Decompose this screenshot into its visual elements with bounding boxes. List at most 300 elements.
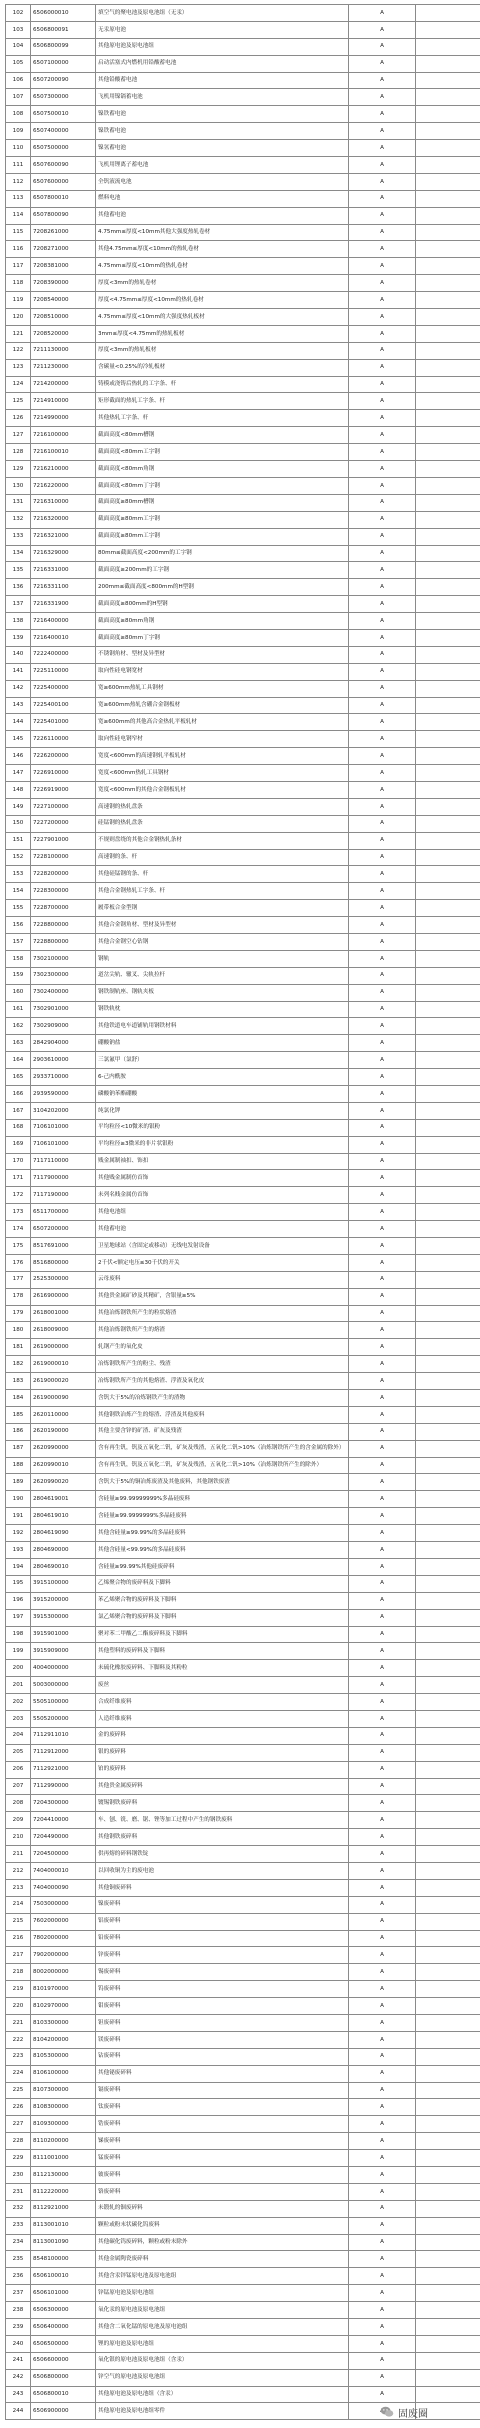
row-code: 2619000010 (31, 1356, 96, 1373)
row-note (416, 2031, 480, 2048)
table-row (6, 2133, 480, 2150)
row-note (416, 781, 480, 798)
row-note (416, 1778, 480, 1795)
row-name: 含钒大于5%的铜冶炼废渣及其他废料，其他钢铁废渣 (96, 1474, 349, 1491)
table-row (6, 933, 480, 950)
row-name: 其他合金钢角材、型材及异型材 (96, 917, 349, 934)
row-name: 磷酸钠苯酯硼酸 (96, 1086, 349, 1103)
row-number: 236 (6, 2268, 31, 2285)
row-number: 187 (6, 1440, 31, 1457)
row-code: 2619000000 (31, 1339, 96, 1356)
row-category: A (349, 2183, 416, 2200)
row-note (416, 1440, 480, 1457)
table-row (6, 1829, 480, 1846)
row-name: 取向性硅电钢窄材 (96, 731, 349, 748)
row-name: 飞机用锂离子蓄电池 (96, 157, 349, 174)
table-row (6, 562, 480, 579)
row-category: A (349, 528, 416, 545)
row-code: 7404000090 (31, 1879, 96, 1896)
row-note (416, 2369, 480, 2386)
row-code: 8112220000 (31, 2183, 96, 2200)
row-name: 其他含汞锌锰原电池及原电池组 (96, 2268, 349, 2285)
row-number: 113 (6, 190, 31, 207)
row-number: 234 (6, 2234, 31, 2251)
row-code: 5003000000 (31, 1677, 96, 1694)
row-category: A (349, 1727, 416, 1744)
row-category: A (349, 950, 416, 967)
row-name: 其他原电池及原电池组 (96, 38, 349, 55)
row-code: 7112912000 (31, 1744, 96, 1761)
row-code: 3915909000 (31, 1643, 96, 1660)
table-row (6, 1204, 480, 1221)
row-code: 7227901000 (31, 832, 96, 849)
row-name: 未列名贱金属仿首饰 (96, 1187, 349, 1204)
row-number: 183 (6, 1373, 31, 1390)
catalog-table (5, 4, 480, 2420)
row-note (416, 748, 480, 765)
row-name: 氧化汞的原电池及原电池组 (96, 2302, 349, 2319)
row-category: A (349, 1457, 416, 1474)
row-category: A (349, 2150, 416, 2167)
row-code: 7214910000 (31, 393, 96, 410)
row-name: 厚度<3mm的热轧卷材 (96, 275, 349, 292)
row-note (416, 1052, 480, 1069)
row-category: A (349, 596, 416, 613)
table-row (6, 2150, 480, 2167)
row-category: A (349, 477, 416, 494)
row-name: 6-己内酰胺 (96, 1069, 349, 1086)
row-note (416, 1998, 480, 2015)
table-row (6, 1862, 480, 1879)
row-code: 7216321000 (31, 528, 96, 545)
row-number: 137 (6, 596, 31, 613)
row-code: 7204410000 (31, 1812, 96, 1829)
row-name: 镁废碎料 (96, 2031, 349, 2048)
row-note (416, 832, 480, 849)
row-number: 114 (6, 207, 31, 224)
row-code: 8112921000 (31, 2200, 96, 2217)
row-category: A (349, 2234, 416, 2251)
table-row (6, 663, 480, 680)
row-note (416, 1170, 480, 1187)
row-name: 平均粒径≥3微米的非片状银粉 (96, 1136, 349, 1153)
table-row (6, 1356, 480, 1373)
row-category: A (349, 2369, 416, 2386)
row-number: 109 (6, 123, 31, 140)
table-row (6, 376, 480, 393)
row-category: A (349, 2065, 416, 2082)
row-code: 2620110000 (31, 1406, 96, 1423)
row-note (416, 106, 480, 123)
row-category: A (349, 89, 416, 106)
row-name: 截面高度≥80mm工字钢 (96, 528, 349, 545)
row-name: 人造纤维废料 (96, 1710, 349, 1727)
row-note (416, 815, 480, 832)
row-note (416, 123, 480, 140)
row-code: 7225401000 (31, 714, 96, 731)
table-row (6, 1981, 480, 1998)
row-name: 金的废碎料 (96, 1727, 349, 1744)
watermark (380, 2402, 476, 2422)
row-code: 2939590000 (31, 1086, 96, 1103)
row-number: 142 (6, 680, 31, 697)
row-code: 6506800099 (31, 38, 96, 55)
row-number: 102 (6, 5, 31, 22)
row-category: A (349, 1694, 416, 1711)
row-code: 7302300000 (31, 967, 96, 984)
row-note (416, 528, 480, 545)
row-name: 截面高度≥80mm工字钢 (96, 511, 349, 528)
row-name: 其他4.75mm≤厚度<10mm的热轧卷材 (96, 241, 349, 258)
table-row (6, 342, 480, 359)
row-code: 2620990000 (31, 1440, 96, 1457)
row-category: A (349, 1508, 416, 1525)
row-name: 其他原电池及原电池组零件 (96, 2403, 349, 2420)
row-name: 飞机用镍镉蓄电池 (96, 89, 349, 106)
row-code: 6507200000 (31, 1221, 96, 1238)
row-name: 燃料电池 (96, 190, 349, 207)
row-code: 7204300000 (31, 1795, 96, 1812)
row-name: 截面高度<80mm丁字钢 (96, 477, 349, 494)
row-note (416, 2386, 480, 2403)
table-row (6, 477, 480, 494)
table-row (6, 2319, 480, 2336)
row-number: 168 (6, 1119, 31, 1136)
row-category: A (349, 1913, 416, 1930)
row-note (416, 1035, 480, 1052)
row-number: 231 (6, 2183, 31, 2200)
row-note (416, 2200, 480, 2217)
row-code: 8517691000 (31, 1238, 96, 1255)
row-code: 2620190000 (31, 1423, 96, 1440)
row-number: 185 (6, 1406, 31, 1423)
row-category: A (349, 1491, 416, 1508)
row-name: 高速钢的条、杆 (96, 849, 349, 866)
row-code: 7214990000 (31, 410, 96, 427)
row-category: A (349, 1744, 416, 1761)
row-number: 160 (6, 984, 31, 1001)
table-row (6, 798, 480, 815)
row-number: 230 (6, 2167, 31, 2184)
row-name: 合成纤维废料 (96, 1694, 349, 1711)
table-row (6, 55, 480, 72)
row-category: A (349, 2167, 416, 2184)
row-number: 192 (6, 1525, 31, 1542)
row-code: 7225400000 (31, 680, 96, 697)
row-category: A (349, 1812, 416, 1829)
row-note (416, 1744, 480, 1761)
row-category: A (349, 1221, 416, 1238)
row-note (416, 1694, 480, 1711)
row-category: A (349, 5, 416, 22)
row-number: 125 (6, 393, 31, 410)
row-note (416, 1271, 480, 1288)
row-note (416, 984, 480, 1001)
row-number: 182 (6, 1356, 31, 1373)
row-note (416, 38, 480, 55)
row-name: 其他合金钢热轧工字条、杆 (96, 883, 349, 900)
row-category: A (349, 832, 416, 849)
row-name: 其他原电池及原电池组（含汞） (96, 2386, 349, 2403)
row-code: 6507600000 (31, 173, 96, 190)
table-row (6, 292, 480, 309)
table-row (6, 2217, 480, 2234)
row-number: 220 (6, 1998, 31, 2015)
row-category: A (349, 2285, 416, 2302)
row-name: 锂的原电池及原电池组 (96, 2335, 349, 2352)
row-name: 启动活塞式内燃机用铅酸蓄电池 (96, 55, 349, 72)
row-note (416, 1761, 480, 1778)
row-name: 4.75mm≤厚度<10mm的大强度热轧板材 (96, 309, 349, 326)
row-code: 7112921000 (31, 1761, 96, 1778)
row-name: 其他冶炼钢铁所产生的熔渣 (96, 1322, 349, 1339)
row-number: 226 (6, 2099, 31, 2116)
row-number: 118 (6, 275, 31, 292)
row-number: 227 (6, 2116, 31, 2133)
row-number: 237 (6, 2285, 31, 2302)
row-code: 8103300000 (31, 2014, 96, 2031)
row-name: 锆废碎料 (96, 2116, 349, 2133)
row-note (416, 1221, 480, 1238)
row-code: 7302400000 (31, 984, 96, 1001)
row-name: 纯氯化钾 (96, 1102, 349, 1119)
table-row (6, 1136, 480, 1153)
table-row (6, 765, 480, 782)
row-code: 6507200090 (31, 72, 96, 89)
row-note (416, 241, 480, 258)
table-row (6, 2234, 480, 2251)
row-number: 215 (6, 1913, 31, 1930)
row-name: 履带板合金型钢 (96, 900, 349, 917)
row-note (416, 2302, 480, 2319)
row-name: 钼废碎料 (96, 1998, 349, 2015)
row-category: A (349, 1592, 416, 1609)
row-name: 厚度<4.75mm≤厚度<10mm的热轧卷材 (96, 292, 349, 309)
row-category: A (349, 1879, 416, 1896)
table-row (6, 1052, 480, 1069)
row-category: A (349, 900, 416, 917)
row-note (416, 731, 480, 748)
row-number: 223 (6, 2048, 31, 2065)
table-row (6, 1086, 480, 1103)
row-note (416, 1356, 480, 1373)
row-number: 126 (6, 410, 31, 427)
row-name: 镍氢蓄电池 (96, 140, 349, 157)
table-row (6, 1677, 480, 1694)
row-note (416, 2048, 480, 2065)
table-row (6, 1947, 480, 1964)
table-row (6, 157, 480, 174)
row-number: 107 (6, 89, 31, 106)
row-category: A (349, 1238, 416, 1255)
row-name: 镍铁蓄电池 (96, 106, 349, 123)
table-row (6, 1508, 480, 1525)
table-row (6, 393, 480, 410)
table-row (6, 21, 480, 38)
row-note (416, 1491, 480, 1508)
row-category: A (349, 1187, 416, 1204)
row-note (416, 1238, 480, 1255)
row-code: 6506500000 (31, 2335, 96, 2352)
row-code: 7216310000 (31, 494, 96, 511)
row-number: 205 (6, 1744, 31, 1761)
row-category: A (349, 1525, 416, 1542)
table-row (6, 1558, 480, 1575)
row-note (416, 849, 480, 866)
row-category: A (349, 2352, 416, 2369)
row-code: 7602000000 (31, 1913, 96, 1930)
row-note (416, 629, 480, 646)
row-code: 3915200000 (31, 1592, 96, 1609)
row-code: 7208261000 (31, 224, 96, 241)
row-category: A (349, 359, 416, 376)
row-number: 243 (6, 2386, 31, 2403)
row-number: 175 (6, 1238, 31, 1255)
row-note (416, 883, 480, 900)
row-number: 238 (6, 2302, 31, 2319)
row-code: 7208520000 (31, 325, 96, 342)
row-code: 6506800000 (31, 2369, 96, 2386)
row-name: 其他硅锰钢的条、杆 (96, 866, 349, 883)
row-code: 6506101000 (31, 2285, 96, 2302)
row-category: A (349, 444, 416, 461)
table-row (6, 427, 480, 444)
table-row (6, 5, 480, 22)
row-category: A (349, 2251, 416, 2268)
row-code: 6506300000 (31, 2302, 96, 2319)
row-name: 硅锰钢的热轧盘条 (96, 815, 349, 832)
row-category: A (349, 1795, 416, 1812)
table-row (6, 1001, 480, 1018)
row-code: 7228300000 (31, 883, 96, 900)
row-code: 8107300000 (31, 2082, 96, 2099)
row-number: 155 (6, 900, 31, 917)
row-category: A (349, 1626, 416, 1643)
row-note (416, 596, 480, 613)
row-note (416, 646, 480, 663)
row-name: 其他电池组 (96, 1204, 349, 1221)
row-code: 7117110000 (31, 1153, 96, 1170)
row-category: A (349, 461, 416, 478)
row-note (416, 444, 480, 461)
row-number: 233 (6, 2217, 31, 2234)
row-number: 129 (6, 461, 31, 478)
row-name: 颗粒或粉末状碳化钨废料 (96, 2217, 349, 2234)
row-code: 7214200000 (31, 376, 96, 393)
table-row (6, 646, 480, 663)
row-note (416, 157, 480, 174)
row-code: 2804690010 (31, 1558, 96, 1575)
table-row (6, 2167, 480, 2184)
row-category: A (349, 1322, 416, 1339)
row-name: 其他贵金属矿砂及其精矿，含银量≥5% (96, 1288, 349, 1305)
row-code: 6506900000 (31, 2403, 96, 2420)
row-number: 104 (6, 38, 31, 55)
row-number: 244 (6, 2403, 31, 2420)
row-name: 其他蓄电池 (96, 207, 349, 224)
row-category: A (349, 1119, 416, 1136)
row-code: 6507100000 (31, 55, 96, 72)
row-number: 191 (6, 1508, 31, 1525)
row-note (416, 258, 480, 275)
row-code: 8108300000 (31, 2099, 96, 2116)
table-row (6, 1964, 480, 1981)
row-note (416, 2116, 480, 2133)
row-name: 3mm≤厚度<4.75mm的热轧板材 (96, 325, 349, 342)
row-note (416, 562, 480, 579)
row-number: 189 (6, 1474, 31, 1491)
row-code: 7226200000 (31, 748, 96, 765)
row-category: A (349, 1474, 416, 1491)
row-category: A (349, 1862, 416, 1879)
table-row (6, 2335, 480, 2352)
row-number: 119 (6, 292, 31, 309)
table-row (6, 309, 480, 326)
row-code: 8548100000 (31, 2251, 96, 2268)
row-number: 132 (6, 511, 31, 528)
row-name: 其他主要含锌的矿渣、矿灰及残渣 (96, 1423, 349, 1440)
row-note (416, 309, 480, 326)
table-row (6, 2369, 480, 2386)
row-code: 2618009000 (31, 1322, 96, 1339)
row-code: 7228100000 (31, 849, 96, 866)
row-note (416, 1829, 480, 1846)
row-category: A (349, 1288, 416, 1305)
row-note (416, 1575, 480, 1592)
row-note (416, 2285, 480, 2302)
row-number: 151 (6, 832, 31, 849)
row-category: A (349, 629, 416, 646)
table-row (6, 1322, 480, 1339)
row-category: A (349, 883, 416, 900)
row-code: 7208540000 (31, 292, 96, 309)
row-name: 锌空气的原电池及原电池组 (96, 2369, 349, 2386)
row-name: 含硅量≥99.99%其他硅废碎料 (96, 1558, 349, 1575)
table-row (6, 1795, 480, 1812)
row-category: A (349, 697, 416, 714)
table-row (6, 1457, 480, 1474)
row-category: A (349, 38, 416, 55)
row-category: A (349, 1390, 416, 1407)
row-note (416, 2352, 480, 2369)
row-code: 7225400100 (31, 697, 96, 714)
row-category: A (349, 545, 416, 562)
row-note (416, 1913, 480, 1930)
row-category: A (349, 1542, 416, 1559)
row-note (416, 1609, 480, 1626)
table-row (6, 917, 480, 934)
row-code: 6507500000 (31, 140, 96, 157)
row-name: 截面高度≥800mm的H型钢 (96, 596, 349, 613)
row-category: A (349, 1440, 416, 1457)
row-number: 218 (6, 1964, 31, 1981)
row-code: 7226910000 (31, 765, 96, 782)
row-note (416, 1102, 480, 1119)
table-row (6, 2200, 480, 2217)
row-name: 4.75mm≤厚度<10mm其他大强度热轧卷材 (96, 224, 349, 241)
row-note (416, 933, 480, 950)
row-number: 174 (6, 1221, 31, 1238)
row-category: A (349, 157, 416, 174)
row-note (416, 1930, 480, 1947)
row-name: 平均粒径<10微米的银粉 (96, 1119, 349, 1136)
row-note (416, 2183, 480, 2200)
row-note (416, 765, 480, 782)
row-number: 228 (6, 2133, 31, 2150)
row-number: 181 (6, 1339, 31, 1356)
table-row (6, 494, 480, 511)
row-note (416, 1187, 480, 1204)
